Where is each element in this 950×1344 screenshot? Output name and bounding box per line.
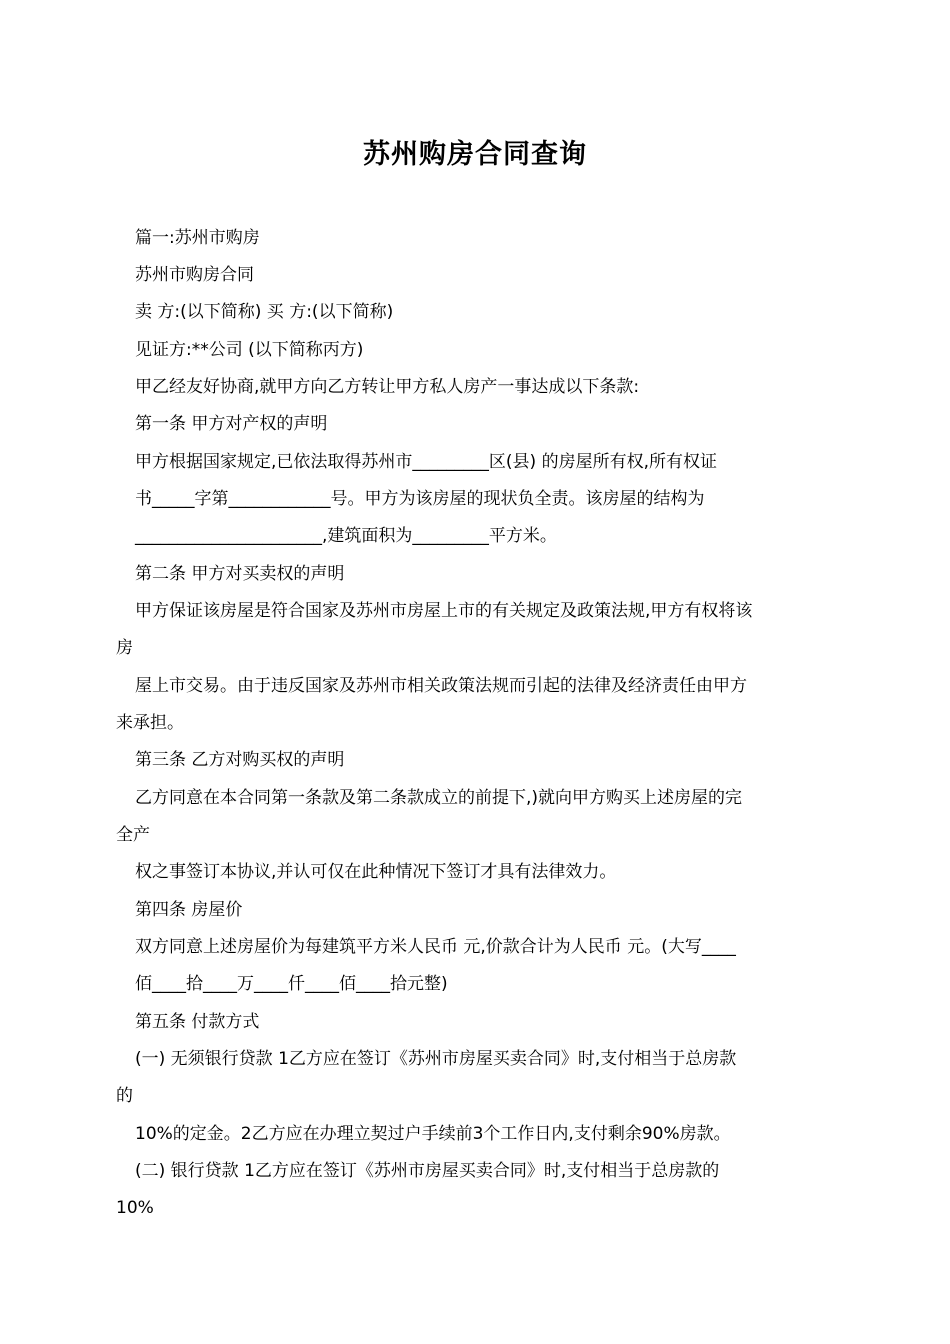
article-2-text: 甲方保证该房屋是符合国家及苏州市房屋上市的有关规定及政策法规,甲方有权将该 — [135, 601, 753, 621]
article-1-text: 甲方根据国家规定,已依法取得苏州市_________区(县) 的房屋所有权,所有权证 — [135, 452, 717, 472]
preamble-line: 甲乙经友好协商,就甲方向乙方转让甲方私人房产一事达成以下条款: — [135, 377, 640, 397]
document-title: 苏州购房合同查询 — [363, 139, 587, 170]
witness-line: 见证方:**公司 (以下简称丙方) — [135, 340, 364, 360]
article-5-text: 的 — [116, 1086, 133, 1106]
parties-line: 卖 方:(以下简称) 买 方:(以下简称) — [135, 302, 394, 322]
article-5-text: 10%的定金。2乙方应在办理立契过户手续前3个工作日内,支付剩余90%房款。 — [135, 1124, 731, 1144]
section-heading: 篇一:苏州市购房 — [135, 228, 260, 248]
article-2-text: 房 — [116, 638, 133, 658]
article-5-text: (二) 银行贷款 1乙方应在签订《苏州市房屋买卖合同》时,支付相当于总房款的 — [135, 1161, 720, 1181]
article-1-text: 书_____字第____________号。甲方为该房屋的现状负全责。该房屋的结构为 — [135, 489, 705, 509]
article-5-heading: 第五条 付款方式 — [135, 1012, 260, 1032]
article-5-text: (一) 无须银行贷款 1乙方应在签订《苏州市房屋买卖合同》时,支付相当于总房款 — [135, 1049, 737, 1069]
article-2-heading: 第二条 甲方对买卖权的声明 — [135, 564, 345, 584]
article-2-text: 来承担。 — [116, 713, 184, 733]
article-3-text: 乙方同意在本合同第一条款及第二条款成立的前提下,)就向甲方购买上述房屋的完 — [135, 788, 743, 808]
article-5-text: 10% — [116, 1198, 154, 1218]
article-3-text: 权之事签订本协议,并认可仅在此种情况下签订才具有法律效力。 — [135, 862, 617, 882]
article-4-text: 佰____拾____万____仟____佰____拾元整) — [135, 974, 448, 994]
contract-name: 苏州市购房合同 — [135, 265, 254, 285]
article-2-text: 屋上市交易。由于违反国家及苏州市相关政策法规而引起的法律及经济责任由甲方 — [135, 676, 747, 696]
article-1-text: ______________________,建筑面积为_________平方米。 — [135, 526, 557, 546]
article-4-heading: 第四条 房屋价 — [135, 900, 243, 920]
article-3-text: 全产 — [116, 825, 150, 845]
article-4-text: 双方同意上述房屋价为每建筑平方米人民币 元,价款合计为人民币 元。(大写____ — [135, 937, 736, 957]
article-1-heading: 第一条 甲方对产权的声明 — [135, 414, 328, 434]
article-3-heading: 第三条 乙方对购买权的声明 — [135, 750, 345, 770]
